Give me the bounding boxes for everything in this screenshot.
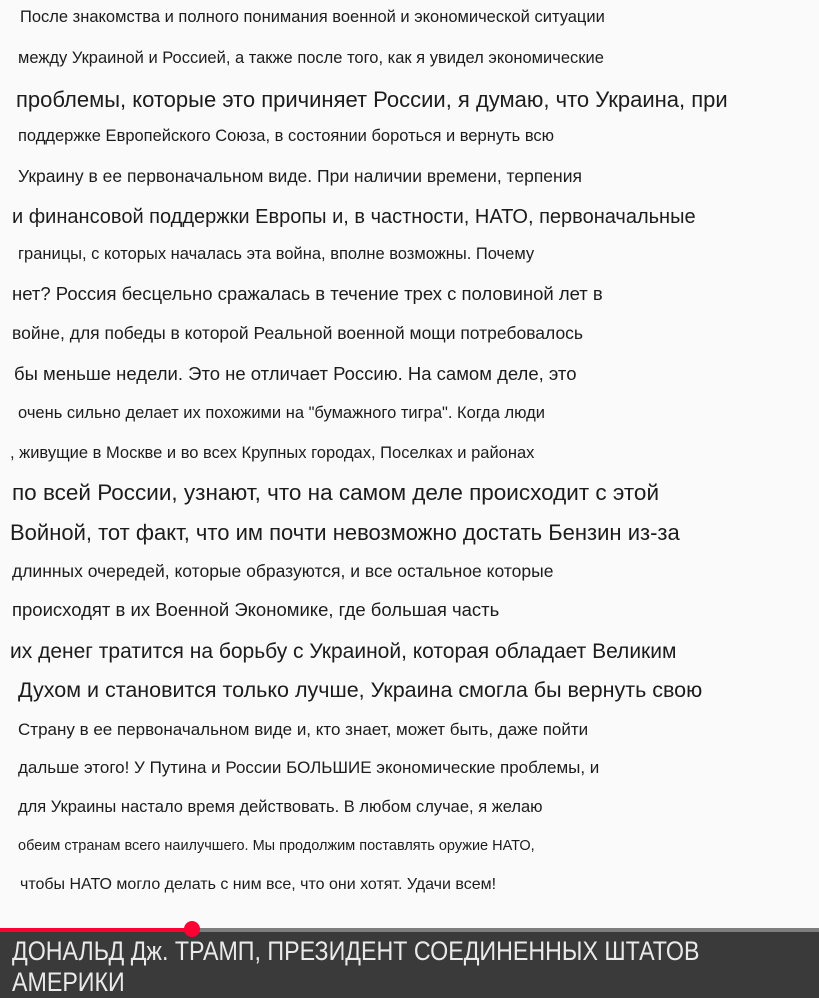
statement-line: нет? Россия бесцельно сражалась в течение трех с половиной лет в: [12, 283, 603, 304]
statement-line: бы меньше недели. Это не отличает Россию. На самом деле, это: [14, 363, 577, 384]
statement-line: между Украиной и Россией, а также после того, как я увидел экономические: [18, 49, 604, 67]
video-scrubber-handle[interactable]: [184, 921, 200, 937]
statement-line: проблемы, которые это причиняет России, я думаю, что Украина, при: [16, 87, 728, 112]
statement-line: , живущие в Москве и во всех Крупных городах, Поселках и районах: [10, 444, 535, 462]
statement-line: После знакомства и полного понимания военной и экономической ситуации: [20, 8, 605, 26]
statement-line: Войной, тот факт, что им почти невозможно достать Бензин из-за: [10, 520, 680, 545]
statement-line: дальше этого! У Путина и России БОЛЬШИЕ экономические проблемы, и: [18, 758, 600, 777]
statement-line: Украину в ее первоначальном виде. При наличии времени, терпения: [18, 166, 582, 186]
statement-line: границы, с которых началась эта война, вполне возможны. Почему: [18, 245, 535, 263]
statement-line: происходят в их Военной Экономике, где большая часть: [12, 599, 500, 620]
statement-line: обеим странам всего наилучшего. Мы продолжим поставлять оружие НАТО,: [18, 838, 535, 854]
statement-line: их денег тратится на борьбу с Украиной, которая обладает Великим: [10, 640, 677, 663]
statement-line: чтобы НАТО могло делать с ним все, что они хотят. Удачи всем!: [20, 876, 497, 893]
statement-line: Страну в ее первоначальном виде и, кто знает, может быть, даже пойти: [18, 720, 589, 739]
statement-line: войне, для победы в которой Реальной военной мощи потребовалось: [12, 323, 584, 343]
statement-line: для Украины настало время действовать. В любом случае, я желаю: [18, 798, 543, 816]
statement-line: по всей России, узнают, что на самом деле происходит с этой: [12, 480, 660, 505]
statement-line: длинных очередей, которые образуются, и все остальное которые: [12, 561, 554, 581]
statement-line: поддержке Европейского Союза, в состоянии бороться и вернуть всю: [18, 127, 555, 145]
video-progress-fill: [0, 928, 192, 932]
video-progress-bar[interactable]: [0, 928, 819, 932]
statement-line: Духом и становится только лучше, Украина смогла бы вернуть свою: [18, 678, 703, 702]
statement-line: и финансовой поддержки Европы и, в частности, НАТО, первоначальные: [12, 206, 696, 228]
lower-third-caption: ДОНАЛЬД Дж. ТРАМП, ПРЕЗИДЕНТ СОЕДИНЕННЫХ ШТАТОВ АМЕРИКИ: [12, 936, 700, 997]
statement-line: очень сильно делает их похожими на "бумажного тигра". Когда люди: [18, 404, 545, 422]
